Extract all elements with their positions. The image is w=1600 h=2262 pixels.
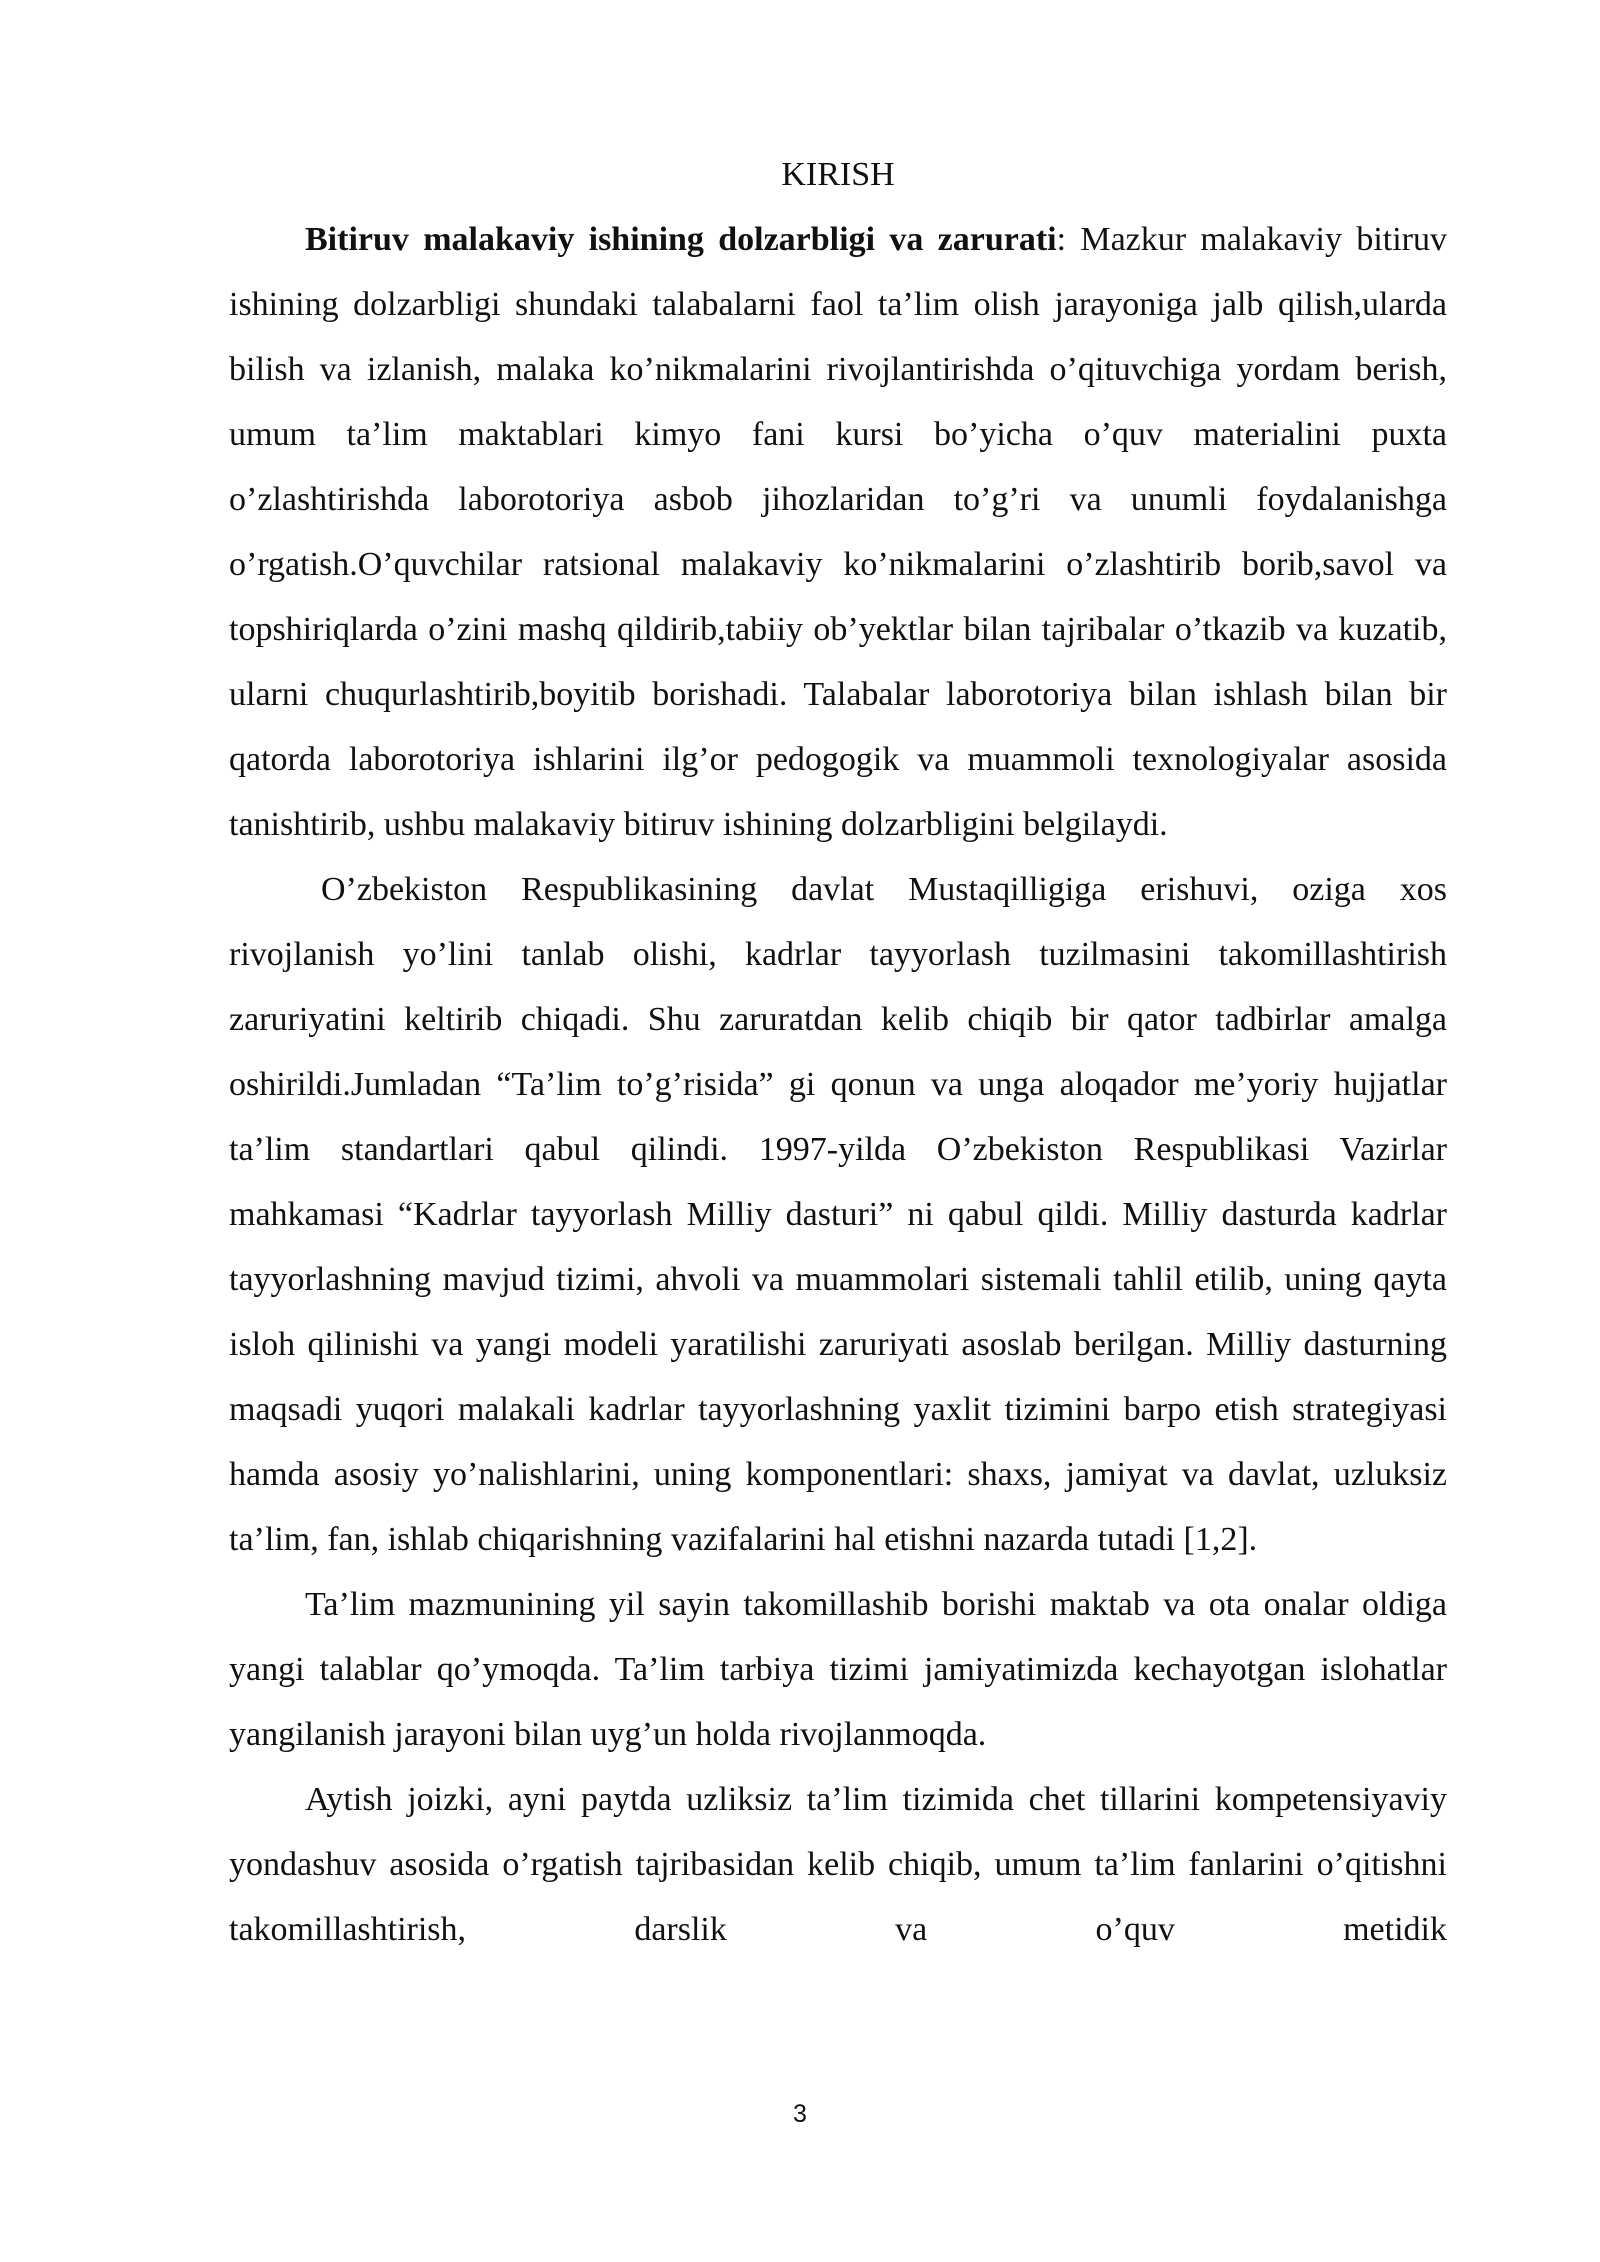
paragraph-bold-lead: Bitiruv malakaviy ishining dolzarbligi va zarurati xyxy=(305,221,1057,258)
paragraph-competence: Aytish joizki, ayni paytda uzliksiz ta’lim tizimida chet tillarini kompetensiyaviy yondashuv asosida o’rgatish tajribasidan kelib chiqib, umum ta’lim fanlarini o’qitishni takomillashtirish, darslik va o’quv metidik xyxy=(229,1781,1447,1948)
page-number: 3 xyxy=(793,2100,807,2128)
section-heading: KIRISH xyxy=(781,156,895,193)
paragraph-text: : Mazkur malakaviy bitiruv ishining dolzarbligi shundaki talabalarni faol ta’lim olish jarayoniga jalb qilish,ularda bilish va izlanish, malaka ko’nikmalarini rivojlantirishda o’qituvchiga yordam berish, umum ta’lim maktablari kimyo fani kursi bo’yicha o’quv materialini puxta o’zlashtirishda laborotoriya asbob jihozlaridan to’g’ri va unumli foydalanishga o’rgatish.O’quvchilar ratsional malakaviy ko’nikmalarini o’zlashtirib borib,savol va topshiriqlarda o’zini mashq qildirib,tabiiy ob’yektlar bilan tajribalar o’tkazib va kuzatib, ularni chuqurlashtirib,boyitib borishadi. Talabalar laborotoriya bilan ishlash bilan bir qatorda laborotoriya ishlarini ilg’or pedogogik va muammoli texnologiyalar asosida tanishtirib, ushbu malakaviy bitiruv ishining dolzarbligini belgilaydi. xyxy=(229,221,1447,843)
paragraph-relevance xyxy=(229,207,1447,857)
paragraph-education-content: Ta’lim mazmunining yil sayin takomillashib borishi maktab va ota onalar oldiga yangi talablar qo’ymoqda. Ta’lim tarbiya tizimi jamiyatimizda kechayotgan islohatlar yangilanish jarayoni bilan uyg’un holda rivojlanmoqda. xyxy=(229,1586,1447,1753)
document-body xyxy=(229,142,1447,1962)
paragraph-independence: O’zbekiston Respublikasining davlat Mustaqilligiga erishuvi, oziga xos rivojlanish yo’lini tanlab olishi, kadrlar tayyorlash tuzilmasini takomillashtirish zaruriyatini keltirib chiqadi. Shu zaruratdan kelib chiqib bir qator tadbirlar amalga oshirildi.Jumladan “Ta’lim to’g’risida” gi qonun va unga aloqador me’yoriy hujjatlar ta’lim standartlari qabul qilindi. 1997-yilda O’zbekiston Respublikasi Vazirlar mahkamasi “Kadrlar tayyorlash Milliy dasturi” ni qabul qildi. Milliy dasturda kadrlar tayyorlashning mavjud tizimi, ahvoli va muammolari sistemali tahlil etilib, uning qayta isloh qilinishi va yangi modeli yaratilishi zaruriyati asoslab berilgan. Milliy dasturning maqsadi yuqori malakali kadrlar tayyorlashning yaxlit tizimini barpo etish strategiyasi hamda asosiy yo’nalishlarini, uning komponentlari: shaxs, jamiyat va davlat, uzluksiz ta’lim, fan, ishlab chiqarishning vazifalarini hal etishni nazarda tutadi [1,2]. xyxy=(229,871,1447,1558)
